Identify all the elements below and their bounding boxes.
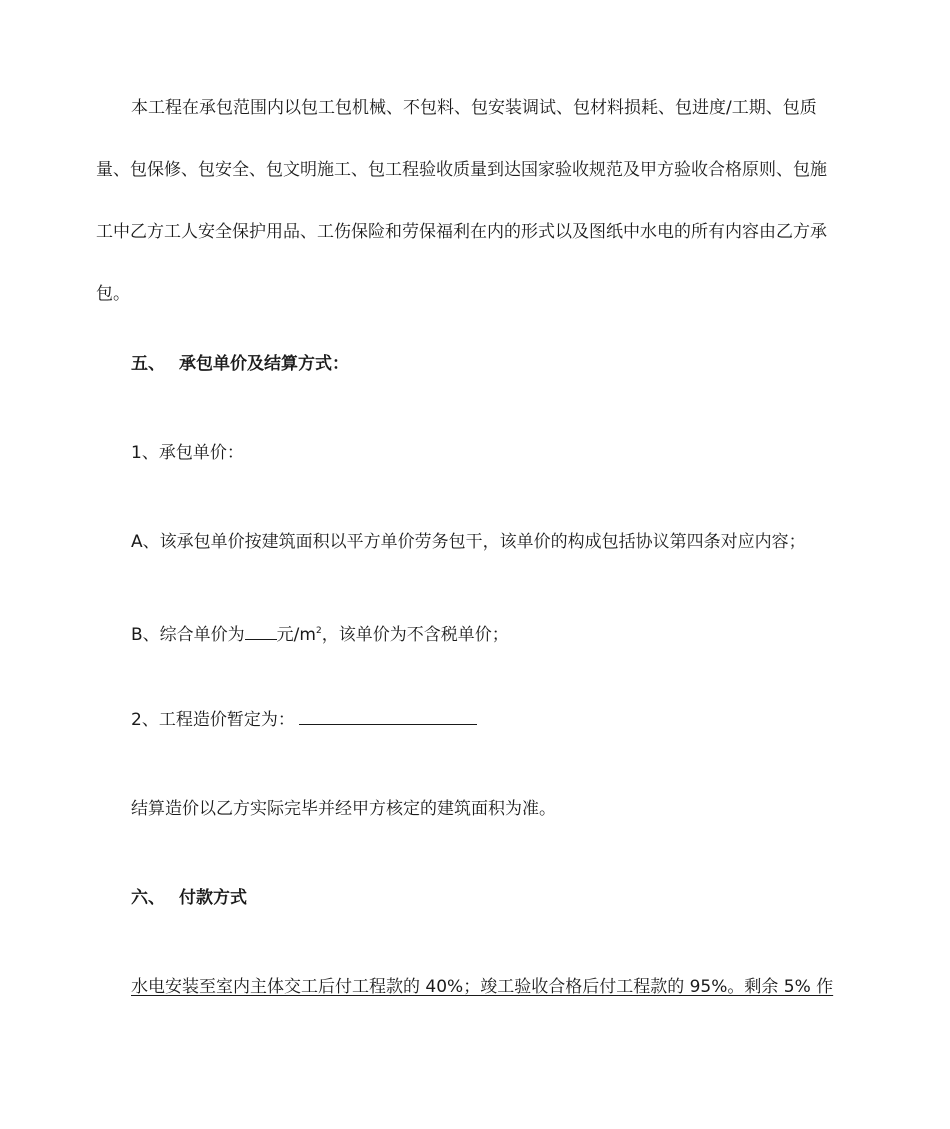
section-5-heading	[131, 352, 349, 376]
section-6-number: 六、	[131, 888, 165, 908]
intro-line-3: 工中乙方工人安全保护用品、工伤保险和劳保福利在内的形式以及图纸中水电的所有内容由乙方承	[96, 222, 827, 242]
payment-terms-line: 水电安装至室内主体交工后付工程款的 40%；竣工验收合格后付工程款的 95%。剩余 5% 作	[131, 977, 834, 997]
item-cost-estimate	[131, 708, 477, 732]
item-b-text	[131, 619, 509, 647]
item-unit-price-label: 1、承包单价：	[131, 443, 244, 463]
item-2-label: 2、工程造价暂定为：	[131, 710, 295, 730]
intro-line-2: 量、包保修、包安全、包文明施工、包工程验收质量到达国家验收规范及甲方验收合格原则、包施	[96, 160, 827, 180]
item-b-prefix: B、综合单价为	[131, 625, 245, 645]
intro-paragraph	[96, 77, 876, 325]
item-b-suffix: ，该单价为不含税单价；	[321, 625, 509, 645]
cost-estimate-blank	[299, 708, 477, 725]
intro-line-4: 包。	[96, 284, 130, 304]
intro-line-1: 本工程在承包范围内以包工包机械、不包料、包安装调试、包材料损耗、包进度/工期、包质	[131, 98, 817, 118]
section-5-number: 五、	[131, 354, 165, 374]
item-b-superscript: 2	[315, 626, 322, 636]
section-6-title: 付款方式	[179, 888, 247, 908]
item-b-unit: 元/m	[276, 625, 316, 645]
item-a-text: A、该承包单价按建筑面积以平方单价劳务包干，该单价的构成包括协议第四条对应内容；	[131, 532, 806, 552]
unit-price-blank	[245, 623, 277, 640]
section-5-title: 承包单价及结算方式：	[179, 354, 349, 374]
section-6-heading	[131, 886, 247, 910]
settlement-note: 结算造价以乙方实际完毕并经甲方核定的建筑面积为准。	[131, 799, 556, 819]
